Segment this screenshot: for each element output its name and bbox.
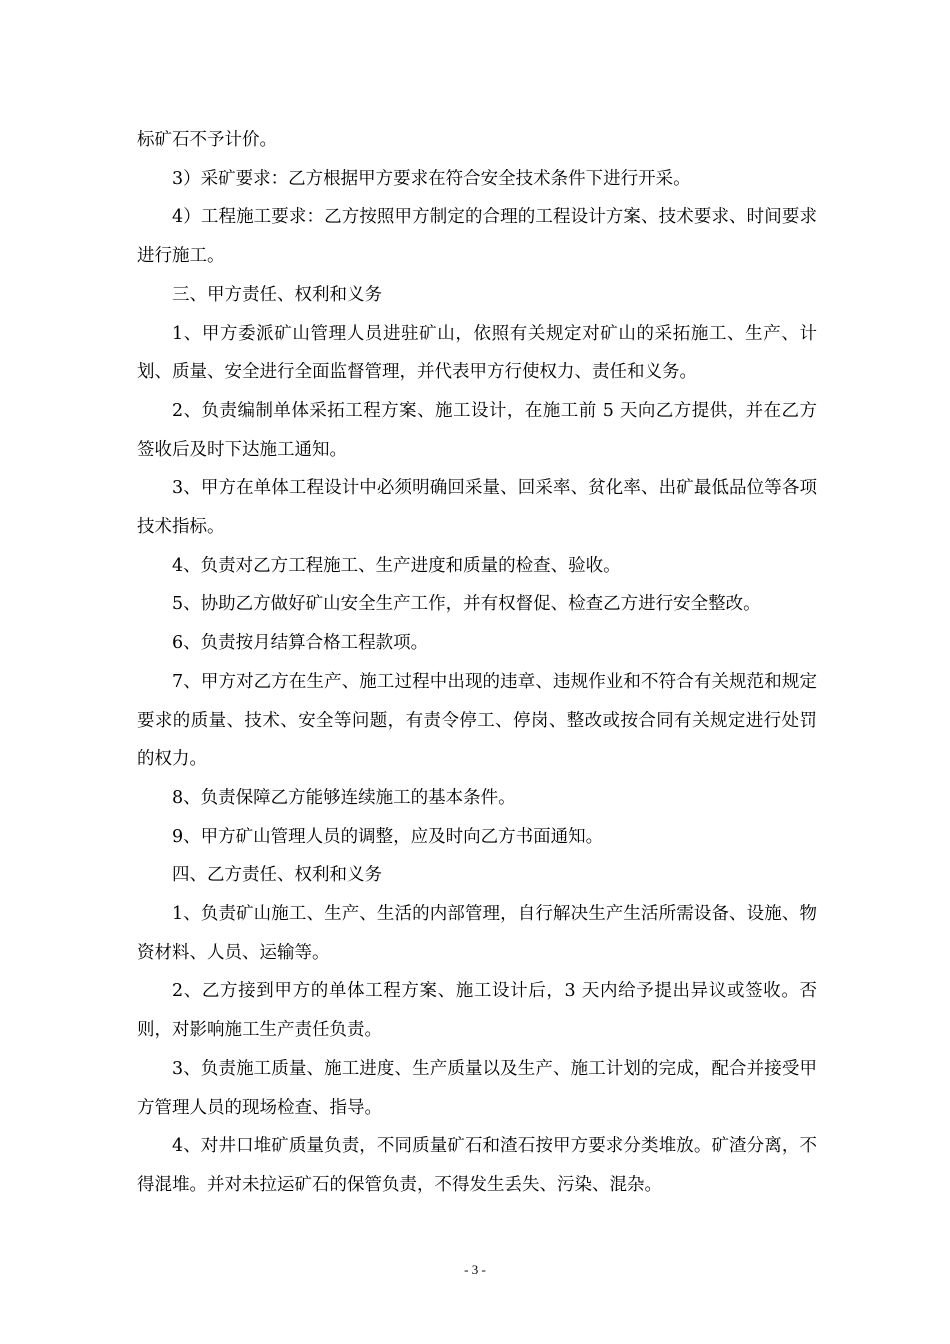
paragraph-14: 1、负责矿山施工、生产、生活的内部管理，自行解决生产生活所需设备、设施、物资材料、人员、运输等。 bbox=[137, 904, 817, 963]
page-number: - 3 - bbox=[464, 1262, 486, 1277]
paragraph-17: 4、对井口堆矿质量负责，不同质量矿石和渣石按甲方要求分类堆放。矿渣分离，不得混堆。并对未拉运矿石的保管负责，不得发生丢失、污染、混杂。 bbox=[137, 1136, 817, 1195]
paragraph-12: 9、甲方矿山管理人员的调整，应及时向乙方书面通知。 bbox=[172, 826, 604, 847]
paragraph-0: 标矿石不予计价。 bbox=[137, 130, 277, 150]
paragraph-9: 6、负责按月结算合格工程款项。 bbox=[172, 633, 429, 654]
paragraph-7: 4、负责对乙方工程施工、生产进度和质量的检查、验收。 bbox=[172, 555, 621, 576]
paragraph-6: 3、甲方在单体工程设计中必须明确回采量、回采率、贫化率、出矿最低品位等各项技术指标。 bbox=[137, 478, 817, 538]
paragraph-16: 3、负责施工质量、施工进度、生产质量以及生产、施工计划的完成，配合并接受甲方管理人员的现场检查、指导。 bbox=[137, 1058, 817, 1118]
paragraph-8: 5、协助乙方做好矿山安全生产工作，并有权督促、检查乙方进行安全整改。 bbox=[172, 594, 761, 615]
paragraph-1: 3）采矿要求：乙方根据甲方要求在符合安全技术条件下进行开采。 bbox=[172, 168, 691, 189]
section-heading-3: 三、甲方责任、权利和义务 bbox=[172, 284, 382, 305]
paragraph-15: 2、乙方接到甲方的单体工程方案、施工设计后，3 天内给予提出异议或签收。否则，对影响施工生产责任负责。 bbox=[137, 981, 817, 1041]
section-heading-4: 四、乙方责任、权利和义务 bbox=[172, 865, 382, 886]
document-body bbox=[137, 121, 817, 1205]
paragraph-11: 8、负责保障乙方能够连续施工的基本条件。 bbox=[172, 787, 516, 808]
paragraph-10: 7、甲方对乙方在生产、施工过程中出现的违章、违规作业和不符合有关规范和规定要求的质量、技术、安全等问题，有责令停工、停岗、整改或按合同有关规定进行处罚的权力。 bbox=[137, 671, 817, 770]
paragraph-2: 4）工程施工要求：乙方按照甲方制定的合理的工程设计方案、技术要求、时间要求进行施工。 bbox=[137, 207, 817, 267]
paragraph-5: 2、负责编制单体采拓工程方案、施工设计，在施工前 5 天向乙方提供，并在乙方签收后及时下达施工通知。 bbox=[137, 400, 817, 460]
paragraph-4: 1、甲方委派矿山管理人员进驻矿山，依照有关规定对矿山的采拓施工、生产、计划、质量、安全进行全面监督管理，并代表甲方行使权力、责任和义务。 bbox=[137, 323, 817, 383]
